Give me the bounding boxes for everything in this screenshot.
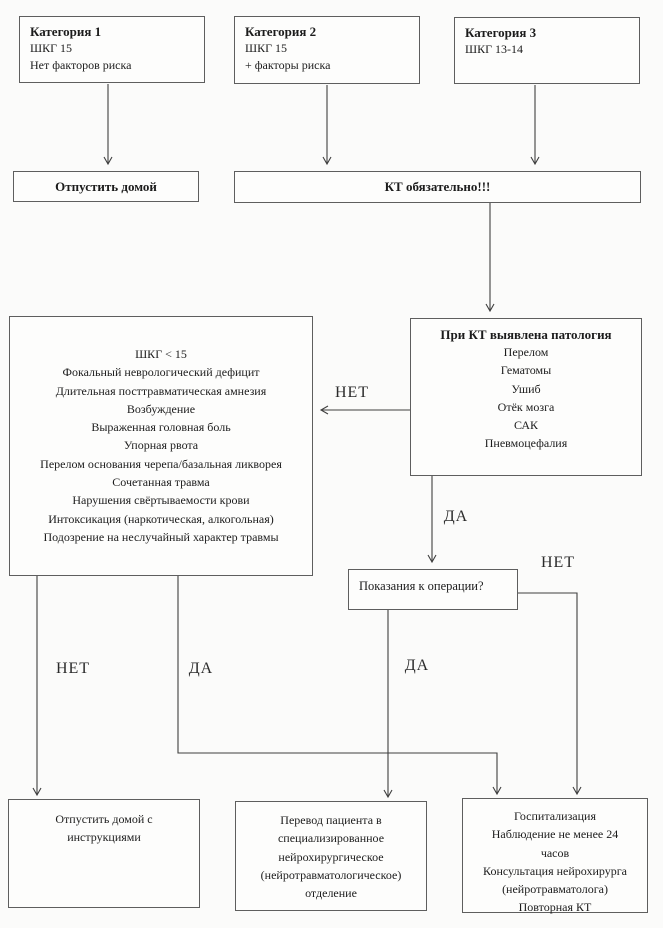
branch-label-yes-pathology: ДА: [443, 508, 469, 525]
hospitalization-line: Повторная КТ: [518, 900, 592, 915]
category-2-title: Категория 2: [245, 24, 317, 39]
branch-label-no-risk: НЕТ: [55, 660, 91, 677]
risk-signs-line: Подозрение на неслучайный характер травмы: [43, 529, 279, 544]
ct-pathology-line: Ушиб: [511, 381, 541, 396]
category-1-line: Нет факторов риска: [30, 58, 132, 72]
node-discharge-instructions: [8, 799, 200, 908]
category-1-line: ШКГ 15: [30, 41, 73, 55]
risk-signs-line: Перелом основания черепа/базальная ликворея: [40, 456, 282, 471]
node-hospitalization: [462, 798, 648, 913]
discharge-instructions-line: инструкциями: [67, 830, 141, 845]
hospitalization-line: Госпитализация: [513, 809, 596, 823]
transfer-line: нейрохирургическое: [278, 849, 384, 864]
surgery-question-label: Показания к операции?: [359, 579, 484, 593]
node-discharge-home: [13, 171, 199, 202]
hospitalization-line: (нейротравматолога): [502, 882, 608, 897]
transfer-line: (нейротравматологическое): [260, 867, 402, 882]
node-transfer: [235, 801, 427, 911]
node-risk-signs: [9, 316, 313, 576]
hospitalization-line: Консультация нейрохирурга: [483, 863, 627, 878]
category-2-line: + факторы риска: [245, 58, 331, 72]
ct-pathology-line: Перелом: [503, 345, 549, 359]
ct-pathology-line: Отёк мозга: [497, 399, 555, 414]
discharge-home-label: Отпустить домой: [55, 178, 157, 194]
ct-pathology-line: Пневмоцефалия: [484, 436, 568, 451]
transfer-line: специализированное: [277, 831, 385, 846]
category-2-line: ШКГ 15: [245, 41, 288, 55]
branch-label-yes-surgery: ДА: [404, 657, 430, 674]
node-category-2: [234, 16, 420, 84]
risk-signs-line: Сочетанная травма: [112, 475, 210, 490]
risk-signs-line: Интоксикация (наркотическая, алкогольная): [48, 511, 274, 526]
risk-signs-line: Длительная посттравматическая амнезия: [55, 383, 267, 398]
node-ct-mandatory: [234, 171, 641, 203]
branch-label-no-surgery: НЕТ: [540, 554, 576, 571]
ct-mandatory-label: КТ обязательно!!!: [384, 179, 491, 194]
risk-signs-line: Нарушения свёртываемости крови: [72, 493, 250, 508]
risk-signs-line: ШКГ < 15: [135, 347, 187, 361]
node-surgery-question: [348, 569, 518, 610]
node-ct-pathology: [410, 318, 642, 476]
branch-label-no-pathology: НЕТ: [334, 384, 370, 401]
category-3-title: Категория 3: [465, 25, 537, 40]
discharge-instructions-line: Отпустить домой с: [55, 812, 153, 826]
category-3-line: ШКГ 13-14: [465, 42, 524, 56]
hospitalization-line: часов: [540, 845, 570, 860]
node-category-1: [19, 16, 205, 83]
transfer-line: Перевод пациента в: [280, 813, 382, 827]
transfer-line: отделение: [305, 886, 357, 901]
category-1-title: Категория 1: [30, 24, 102, 39]
risk-signs-line: Фокальный неврологический дефицит: [62, 365, 260, 380]
risk-signs-line: Упорная рвота: [123, 438, 199, 453]
ct-pathology-line: Гематомы: [500, 363, 552, 378]
ct-pathology-title: При КТ выявлена патология: [440, 327, 612, 342]
node-category-3: [454, 17, 640, 84]
risk-signs-line: Возбуждение: [126, 401, 196, 416]
ct-pathology-line: САК: [513, 418, 539, 433]
arrow-surgery-no-hospitalization: [518, 593, 577, 794]
risk-signs-line: Выраженная головная боль: [91, 420, 231, 435]
branch-label-yes-risk: ДА: [188, 660, 214, 677]
hospitalization-line: Наблюдение не менее 24: [491, 827, 619, 842]
